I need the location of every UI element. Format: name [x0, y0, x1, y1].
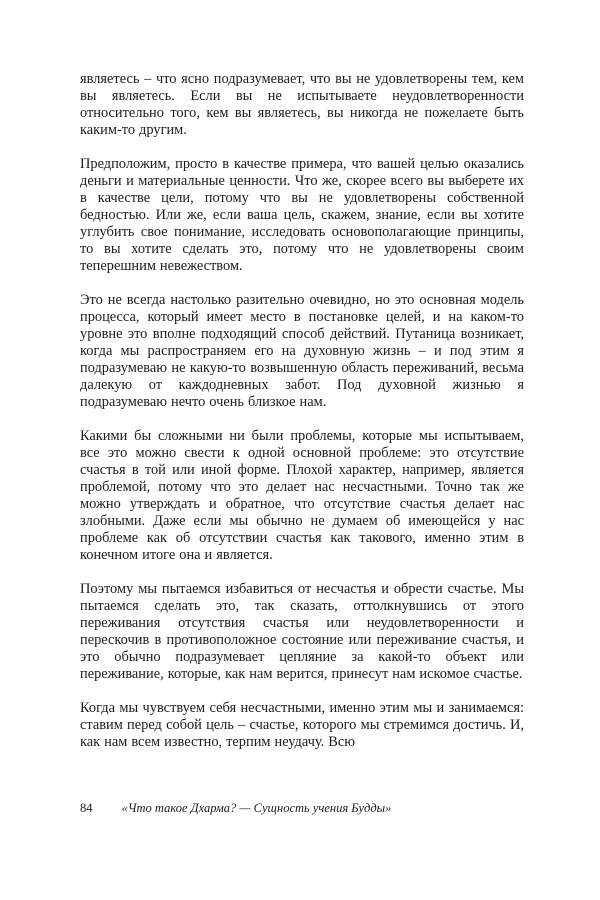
body-text — [80, 71, 524, 751]
paragraph: Это не всегда настолько разительно очевидно, но это основная модель процесса, который имеет место в постановке целей, и на каком-то уровне это вполне подходящий способ действий. Путаница возникает, когда мы распространяем его на духовную жизнь – и под этим я подразумеваю не какую-то возвышенную область переживаний, весьма далекую от каждодневных забот. Под духовной жизнью я подразумеваю нечто очень близкое нам. — [80, 292, 524, 410]
page-footer — [80, 800, 540, 816]
page-number: 84 — [80, 801, 93, 815]
paragraph: Когда мы чувствуем себя несчастными, именно этим мы и занимаемся: ставим перед собой цель – счастье, которого мы стремимся достичь. И, как нам всем известно, терпим неудачу. Всю — [80, 700, 524, 750]
paragraph: Поэтому мы пытаемся избавиться от несчастья и обрести счастье. Мы пытаемся сделать это, так сказать, оттолкнувшись от этого переживания отсутствия счастья или неудовлетворенности и перескочив в противоположное состояние или переживание счастья, и это обычно подразумевает цепляние за какой-то объект или переживание, которые, как нам верится, принесут нам искомое счастье. — [80, 581, 524, 682]
footer-book-title: «Что такое Дхарма? — Сущность учения Будды» — [121, 801, 392, 815]
paragraph: являетесь – что ясно подразумевает, что вы не удовлетворены тем, кем вы являетесь. Если вы не испытываете неудовлетворенности относительно того, кем вы являетесь, вы никогда не пожелаете быть каким-то другим. — [80, 71, 524, 138]
paragraph: Предположим, просто в качестве примера, что вашей целью оказались деньги и материальные ценности. Что же, скорее всего вы выберете их в качестве цели, потому что вы не удовлетворены собственной бедностью. Или же, если ваша цель, скажем, знание, если вы хотите углубить свое понимание, исследовать основополагающие принципы, то вы хотите сделать это, потому что не удовлетворены своим теперешним невежеством. — [80, 156, 524, 274]
paragraph: Какими бы сложными ни были проблемы, которые мы испытываем, все это можно свести к одной основной проблеме: это отсутствие счастья в той или иной форме. Плохой характер, например, является проблемой, потому что это делает нас несчастными. Точно так же можно утверждать и обратное, что отсутствие счастья делает нас злобными. Даже если мы обычно не думаем об имеющейся у нас проблеме как об отсутствии счастья как такового, именно этим в конечном итоге она и является. — [80, 428, 524, 563]
